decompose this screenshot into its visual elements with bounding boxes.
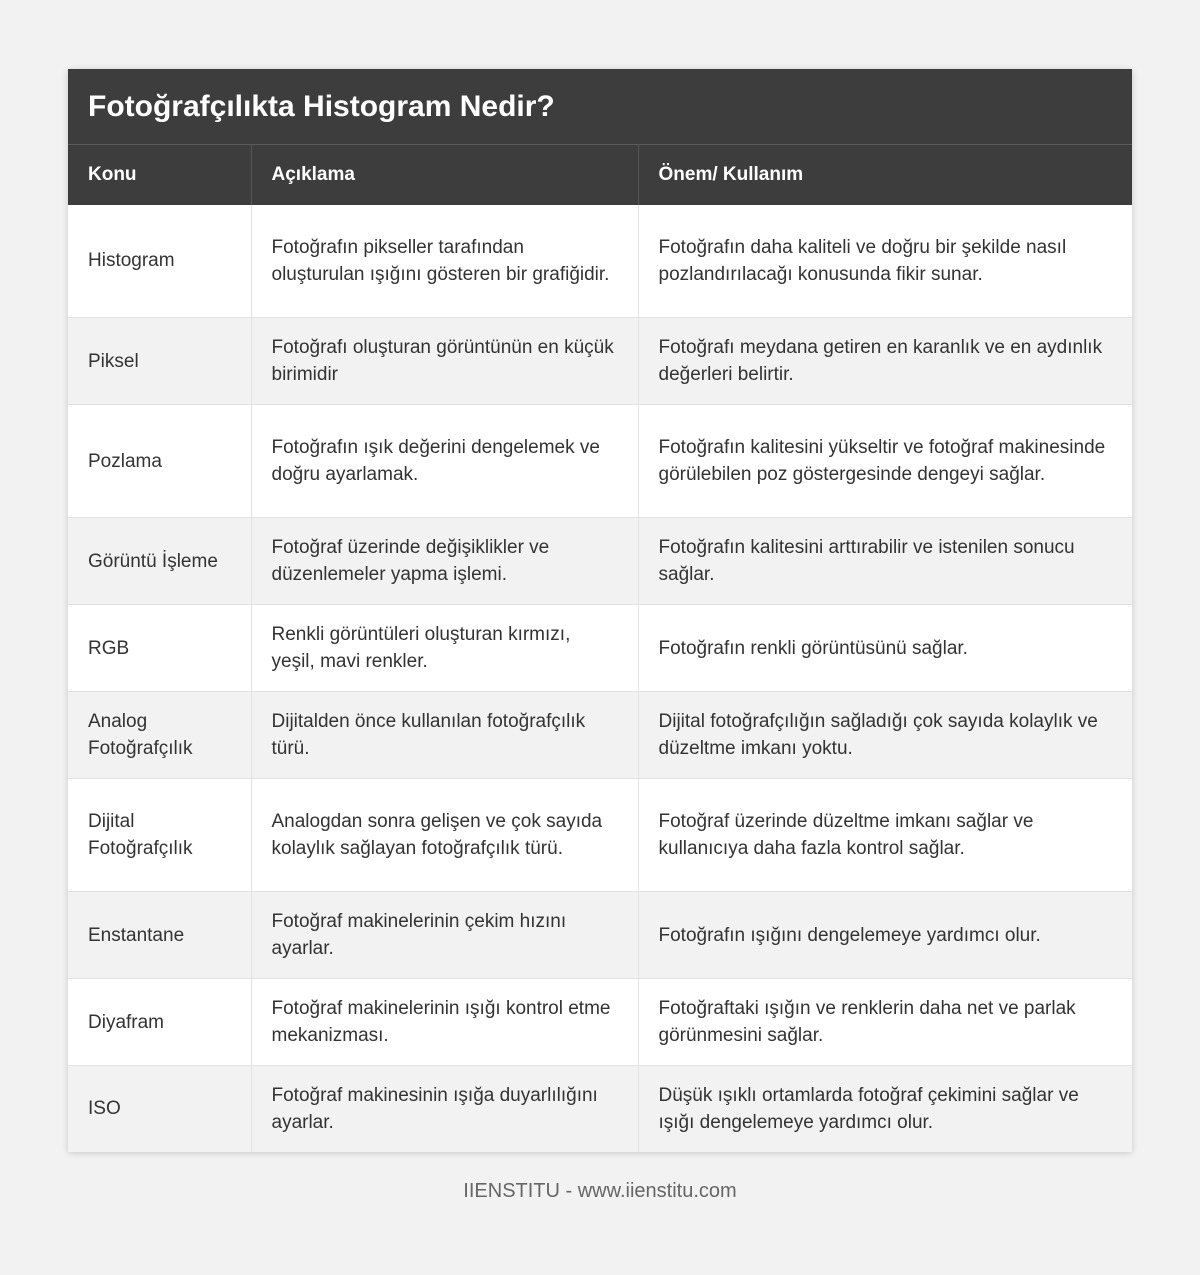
table-row bbox=[68, 318, 1132, 405]
cell-konu: Pozlama bbox=[68, 405, 251, 518]
cell-konu: Analog Fotoğrafçılık bbox=[68, 692, 251, 779]
cell-aciklama: Fotoğraf makinesinin ışığa duyarlılığını ayarlar. bbox=[251, 1066, 638, 1152]
cell-aciklama: Fotoğrafın ışık değerini dengelemek ve doğru ayarlamak. bbox=[251, 405, 638, 518]
table-row bbox=[68, 405, 1132, 518]
cell-onem: Fotoğrafın renkli görüntüsünü sağlar. bbox=[638, 605, 1132, 692]
cell-onem: Fotoğrafı meydana getiren en karanlık ve en aydınlık değerleri belirtir. bbox=[638, 318, 1132, 405]
cell-konu: Histogram bbox=[68, 205, 251, 318]
data-table bbox=[68, 144, 1132, 1152]
cell-konu: Piksel bbox=[68, 318, 251, 405]
column-header-aciklama: Açıklama bbox=[251, 145, 638, 205]
cell-konu: Diyafram bbox=[68, 979, 251, 1066]
cell-onem: Fotoğrafın daha kaliteli ve doğru bir şekilde nasıl pozlandırılacağı konusunda fikir sunar. bbox=[638, 205, 1132, 318]
table-row bbox=[68, 1066, 1132, 1152]
cell-onem: Fotoğrafın ışığını dengelemeye yardımcı olur. bbox=[638, 892, 1132, 979]
cell-onem: Fotoğrafın kalitesini yükseltir ve fotoğraf makinesinde görülebilen poz göstergesinde dengeyi sağlar. bbox=[638, 405, 1132, 518]
cell-aciklama: Fotoğrafı oluşturan görüntünün en küçük birimidir bbox=[251, 318, 638, 405]
cell-konu: Dijital Fotoğrafçılık bbox=[68, 779, 251, 892]
cell-aciklama: Fotoğrafın pikseller tarafından oluşturulan ışığını gösteren bir grafiğidir. bbox=[251, 205, 638, 318]
cell-aciklama: Analogdan sonra gelişen ve çok sayıda kolaylık sağlayan fotoğrafçılık türü. bbox=[251, 779, 638, 892]
table-card bbox=[68, 69, 1132, 1152]
column-header-onem: Önem/ Kullanım bbox=[638, 145, 1132, 205]
cell-onem: Fotoğrafın kalitesini arttırabilir ve istenilen sonucu sağlar. bbox=[638, 518, 1132, 605]
title-bar bbox=[68, 69, 1132, 144]
cell-konu: Görüntü İşleme bbox=[68, 518, 251, 605]
cell-onem: Fotoğraftaki ışığın ve renklerin daha net ve parlak görünmesini sağlar. bbox=[638, 979, 1132, 1066]
cell-onem: Fotoğraf üzerinde düzeltme imkanı sağlar ve kullanıcıya daha fazla kontrol sağlar. bbox=[638, 779, 1132, 892]
cell-aciklama: Fotoğraf makinelerinin çekim hızını ayarlar. bbox=[251, 892, 638, 979]
cell-konu: ISO bbox=[68, 1066, 251, 1152]
cell-onem: Düşük ışıklı ortamlarda fotoğraf çekimini sağlar ve ışığı dengelemeye yardımcı olur. bbox=[658, 1084, 1079, 1133]
table-row bbox=[68, 605, 1132, 692]
cell-aciklama: Fotoğraf üzerinde değişiklikler ve düzenlemeler yapma işlemi. bbox=[251, 518, 638, 605]
cell-konu: Enstantane bbox=[68, 892, 251, 979]
cell-onem: Dijital fotoğrafçılığın sağladığı çok sayıda kolaylık ve düzeltme imkanı yoktu. bbox=[638, 692, 1132, 779]
table-header-row bbox=[68, 145, 1132, 205]
table-row bbox=[68, 518, 1132, 605]
table-row bbox=[68, 979, 1132, 1066]
footer-credit: IIENSTITU - www.iienstitu.com bbox=[463, 1180, 737, 1202]
cell-aciklama: Dijitalden önce kullanılan fotoğrafçılık türü. bbox=[251, 692, 638, 779]
cell-konu: RGB bbox=[68, 605, 251, 692]
table-row bbox=[68, 779, 1132, 892]
table-row bbox=[68, 892, 1132, 979]
column-header-konu: Konu bbox=[68, 145, 251, 205]
table-row bbox=[68, 692, 1132, 779]
cell-aciklama: Fotoğraf makinelerinin ışığı kontrol etme mekanizması. bbox=[251, 979, 638, 1066]
page-title: Fotoğrafçılıkta Histogram Nedir? bbox=[88, 89, 555, 123]
table-row bbox=[68, 205, 1132, 318]
cell-aciklama: Renkli görüntüleri oluşturan kırmızı, yeşil, mavi renkler. bbox=[251, 605, 638, 692]
